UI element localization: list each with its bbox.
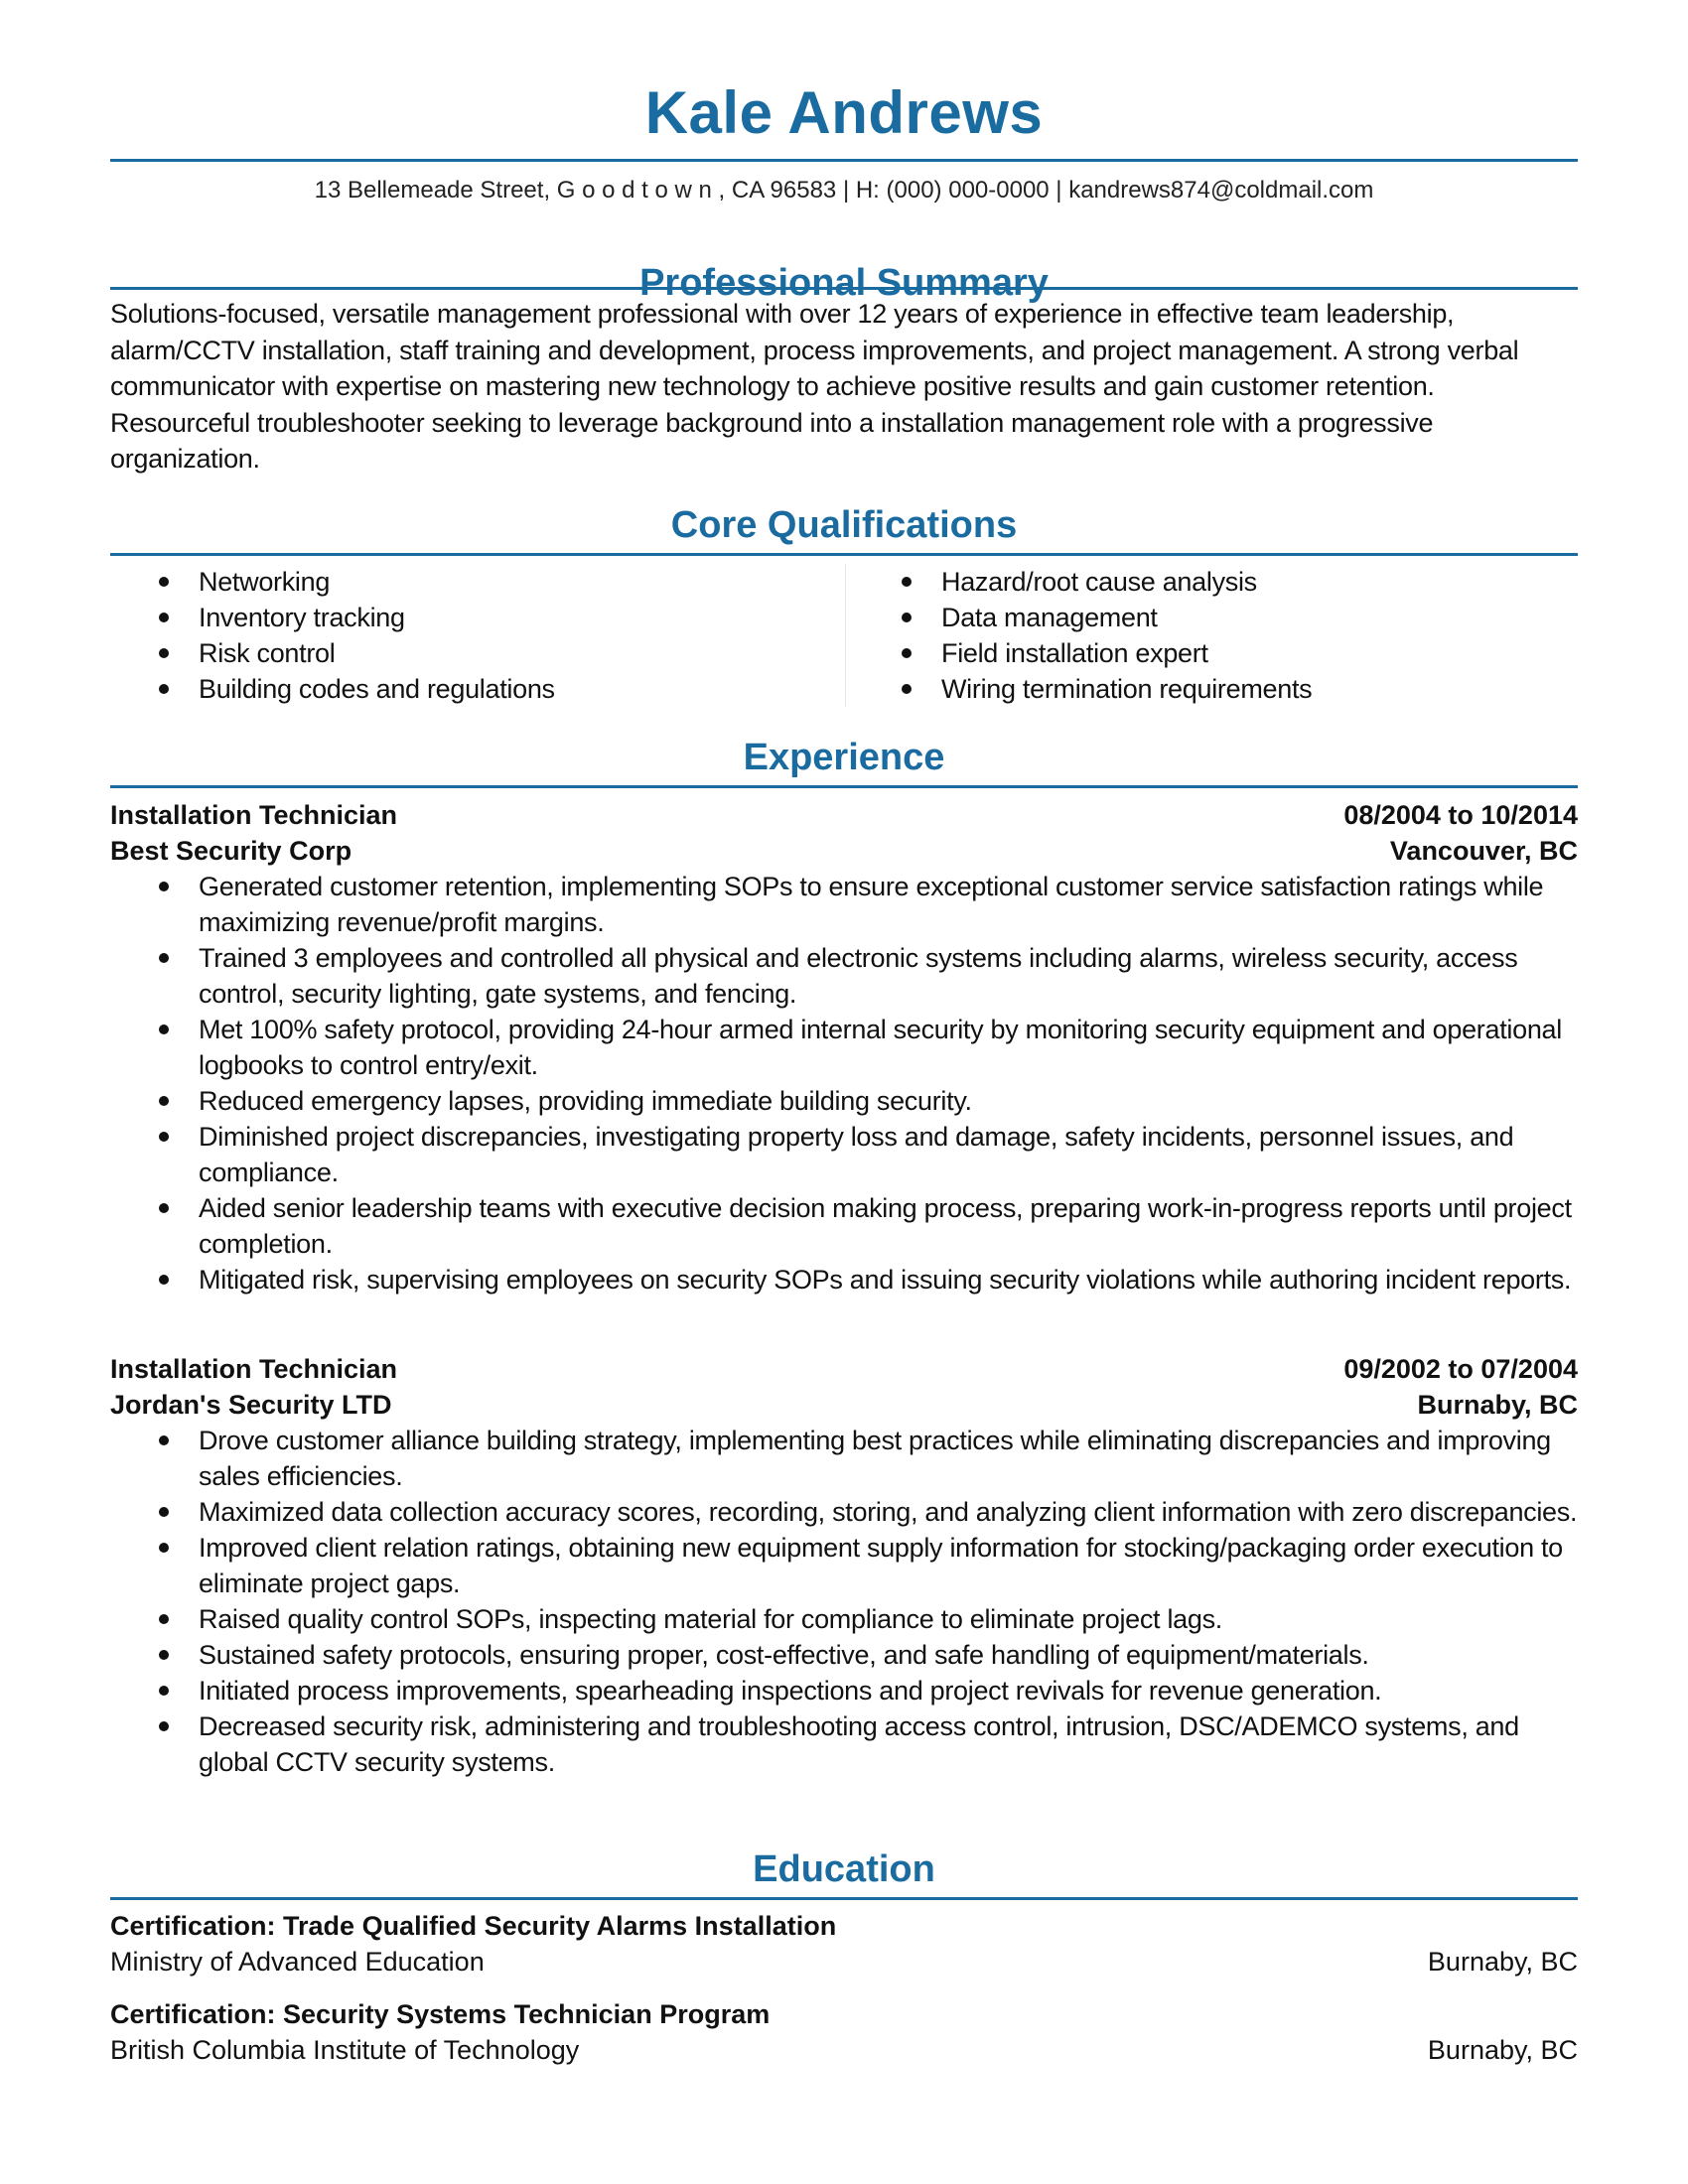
job-dates: 08/2004 to 10/2014 — [1343, 800, 1578, 830]
education-entry — [110, 1996, 1578, 2068]
job-entry — [110, 1351, 1578, 1780]
list-item: Wiring termination requirements — [845, 671, 1578, 707]
qualifications-rule — [110, 553, 1578, 556]
list-item: Mitigated risk, supervising employees on security SOPs and issuing security violations while authoring incident reports. — [110, 1262, 1578, 1297]
education-entry — [110, 1908, 1578, 1979]
list-item: Generated customer retention, implementing SOPs to ensure exceptional customer service satisfaction ratings while maximizing revenue/profit margins. — [110, 869, 1578, 940]
job-title: Installation Technician — [110, 1354, 398, 1384]
candidate-name: Kale Andrews — [644, 79, 1044, 146]
qualifications-right-column — [845, 564, 1578, 707]
job-location: Vancouver, BC — [1389, 836, 1578, 866]
education-program-row — [110, 1996, 1578, 2032]
education-colon: : — [266, 1911, 284, 1941]
header-rule — [110, 159, 1578, 162]
education-colon: : — [266, 1999, 284, 2029]
education-program-row — [110, 1908, 1578, 1944]
education-location: Burnaby, BC — [1427, 2035, 1578, 2065]
job-location: Burnaby, BC — [1417, 1390, 1578, 1420]
education-institution-row — [110, 1944, 1578, 1979]
list-item: Building codes and regulations — [110, 671, 845, 707]
qualifications-left-column — [110, 564, 846, 707]
list-item: Hazard/root cause analysis — [845, 564, 1578, 600]
education-institution: British Columbia Institute of Technology — [110, 2035, 580, 2065]
list-item: Raised quality control SOPs, inspecting material for compliance to eliminate project lags. — [110, 1601, 1578, 1637]
job-bullets — [110, 869, 1578, 1297]
education-program: Trade Qualified Security Alarms Installation — [283, 1911, 837, 1941]
list-item: Field installation expert — [845, 635, 1578, 671]
job-company: Best Security Corp — [110, 836, 352, 866]
list-item: Trained 3 employees and controlled all physical and electronic systems including alarms, wireless security, access control, security lighting, gate systems, and fencing. — [110, 940, 1578, 1012]
job-title-row — [110, 1351, 1578, 1387]
experience-rule — [110, 785, 1578, 788]
qualifications-list — [110, 564, 1578, 707]
contact-line: 13 Bellemeade Street, G o o d t o w n , CA 96583 | H: (000) 000-0000 | kandrews874@coldmail.com — [314, 177, 1374, 204]
job-title-row — [110, 797, 1578, 833]
list-item: Diminished project discrepancies, investigating property loss and damage, safety incidents, personnel issues, and compliance. — [110, 1119, 1578, 1190]
job-title: Installation Technician — [110, 800, 398, 830]
experience-heading: Experience — [743, 737, 945, 778]
list-item: Inventory tracking — [110, 600, 845, 635]
summary-heading: Professional Summary — [639, 262, 1049, 304]
education-location: Burnaby, BC — [1427, 1947, 1578, 1977]
education-rule — [110, 1897, 1578, 1900]
education-institution-row — [110, 2032, 1578, 2068]
job-company-row — [110, 833, 1578, 869]
list-item: Aided senior leadership teams with executive decision making process, preparing work-in-progress reports until project completion. — [110, 1190, 1578, 1262]
education-label: Certification — [110, 1911, 267, 1941]
job-company-row — [110, 1387, 1578, 1423]
list-item: Drove customer alliance building strategy, implementing best practices while eliminating discrepancies and improving sales efficiencies. — [110, 1423, 1578, 1494]
education-program: Security Systems Technician Program — [283, 1999, 771, 2029]
summary-rule — [110, 287, 1578, 290]
list-item: Met 100% safety protocol, providing 24-hour armed internal security by monitoring security equipment and operational logbooks to control entry/exit. — [110, 1012, 1578, 1083]
list-item: Reduced emergency lapses, providing immediate building security. — [110, 1083, 1578, 1119]
list-item: Networking — [110, 564, 845, 600]
list-item: Maximized data collection accuracy scores, recording, storing, and analyzing client information with zero discrepancies. — [110, 1494, 1578, 1530]
job-dates: 09/2002 to 07/2004 — [1343, 1354, 1578, 1384]
list-item: Improved client relation ratings, obtaining new equipment supply information for stocking/packaging order execution to eliminate project gaps. — [110, 1530, 1578, 1601]
list-item: Sustained safety protocols, ensuring proper, cost-effective, and safe handling of equipment/materials. — [110, 1637, 1578, 1673]
education-label: Certification — [110, 1999, 267, 2029]
list-item: Data management — [845, 600, 1578, 635]
list-item: Initiated process improvements, spearheading inspections and project revivals for revenue generation. — [110, 1673, 1578, 1708]
education-heading: Education — [753, 1848, 935, 1890]
list-item: Risk control — [110, 635, 845, 671]
job-company: Jordan's Security LTD — [110, 1390, 392, 1420]
job-bullets — [110, 1423, 1578, 1780]
education-institution: Ministry of Advanced Education — [110, 1947, 485, 1977]
list-item: Decreased security risk, administering and troubleshooting access control, intrusion, DSC/ADEMCO systems, and global CCTV security systems. — [110, 1708, 1578, 1780]
qualifications-heading: Core Qualifications — [670, 504, 1018, 546]
summary-text: Solutions-focused, versatile management professional with over 12 years of experience in effective team leadership, alarm/CCTV installation, staff training and development, process improvements, and project management. A strong verbal communicator with expertise on mastering new technology to achieve positive results and gain customer retention. Resourceful troubleshooter seeking to leverage background into a installation management role with a progressive organization. — [110, 299, 1519, 474]
job-entry — [110, 797, 1578, 1297]
